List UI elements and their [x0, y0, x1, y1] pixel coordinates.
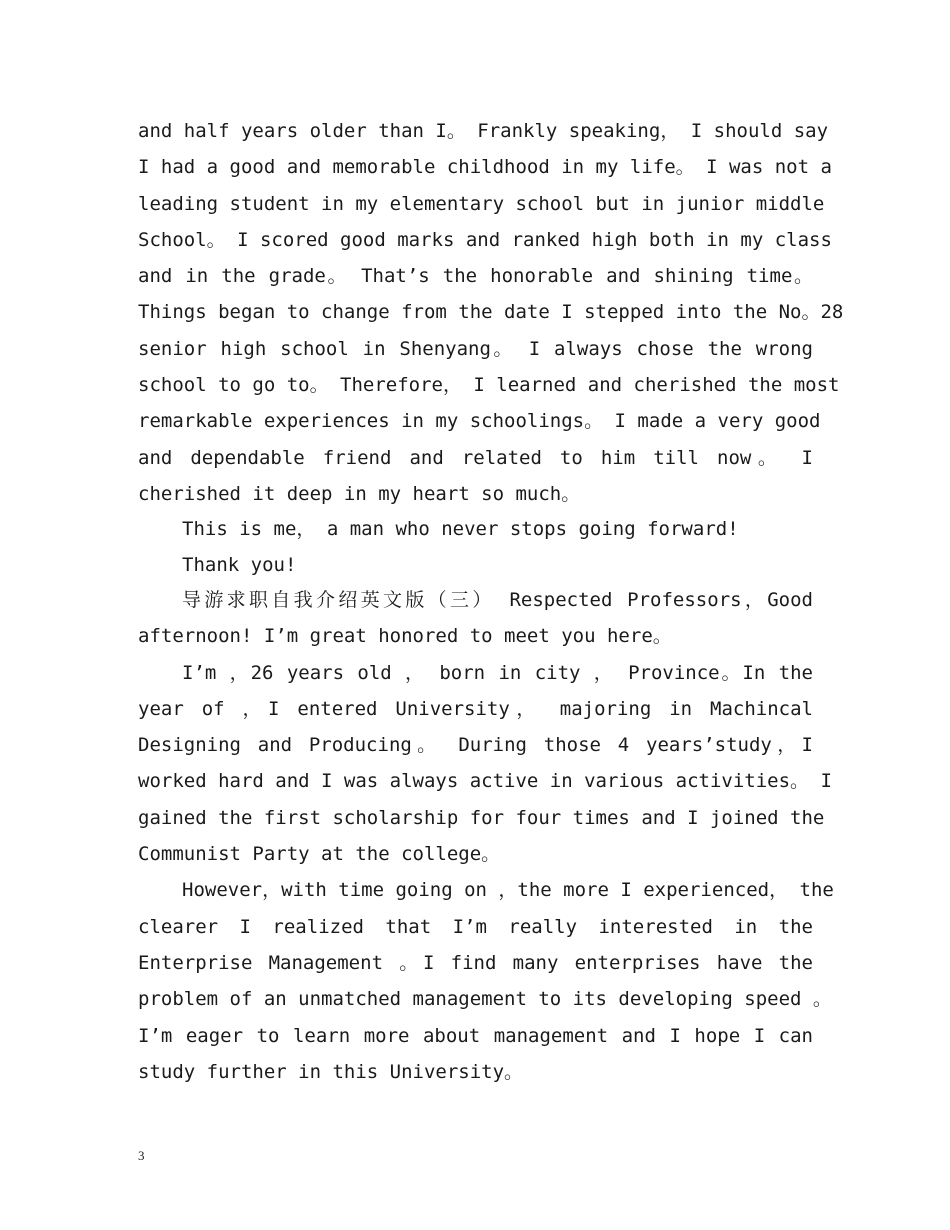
text-line: and dependable friend and related to him till now。 I	[138, 446, 813, 469]
text-line: I’m eager to learn more about management and I hope I can	[138, 1024, 813, 1047]
greeting-line: afternoon! I’m great honored to meet you here。	[138, 625, 672, 648]
section-heading: 导游求职自我介绍英文版（三） Respected Professors，Good	[182, 589, 813, 611]
text-line: senior high school in Shenyang。 I always chose the wrong	[138, 337, 813, 360]
text-line: worked hard and I was always active in various activities。 I	[138, 770, 832, 793]
closing-line: This is me， a man who never stops going forward!	[182, 518, 739, 540]
text-line: cherished it deep in my heart so much。	[138, 482, 581, 505]
text-line: I had a good and memorable childhood in my life。 I was not a	[138, 156, 832, 179]
text-line: clearer I realized that I’m really interested in the	[138, 915, 813, 938]
closing-lines	[138, 512, 813, 583]
text-line: problem of an unmatched management to its developing speed 。	[138, 988, 832, 1011]
text-line: remarkable experiences in my schoolings。 I made a very good	[138, 410, 821, 433]
text-line: year of ，I entered University， majoring in Machincal	[138, 697, 813, 720]
text-line: However，with time going on ，the more I experienced， the	[182, 879, 834, 902]
thanks-line: Thank you!	[182, 553, 297, 576]
text-line: Communist Party at the college。	[138, 843, 501, 866]
text-line: study further in this University。	[138, 1060, 524, 1083]
text-line: Things began to change from the date I stepped into the No。28	[138, 301, 844, 324]
paragraph-childhood	[138, 113, 844, 512]
text-line: Designing and Producing。 During those 4 years’study，I	[138, 734, 813, 757]
page-number: 3	[138, 1148, 145, 1163]
text-line: Enterprise Management 。I find many enterprises have the	[138, 951, 813, 974]
text-line: and in the grade。 That’s the honorable and shining time。	[138, 265, 813, 288]
text-line: School。 I scored good marks and ranked high both in my class	[138, 228, 832, 251]
section-three	[138, 582, 834, 1090]
text-line: leading student in my elementary school but in junior middle	[138, 192, 825, 215]
text-line: school to go to。 Therefore， I learned and cherished the most	[138, 374, 840, 397]
text-line: and half years older than I。 Frankly speaking， I should say	[138, 120, 829, 142]
text-line: gained the first scholarship for four times and I joined the	[138, 806, 825, 829]
text-line: I’m ，26 years old ， born in city ， Province。In the	[182, 661, 813, 684]
